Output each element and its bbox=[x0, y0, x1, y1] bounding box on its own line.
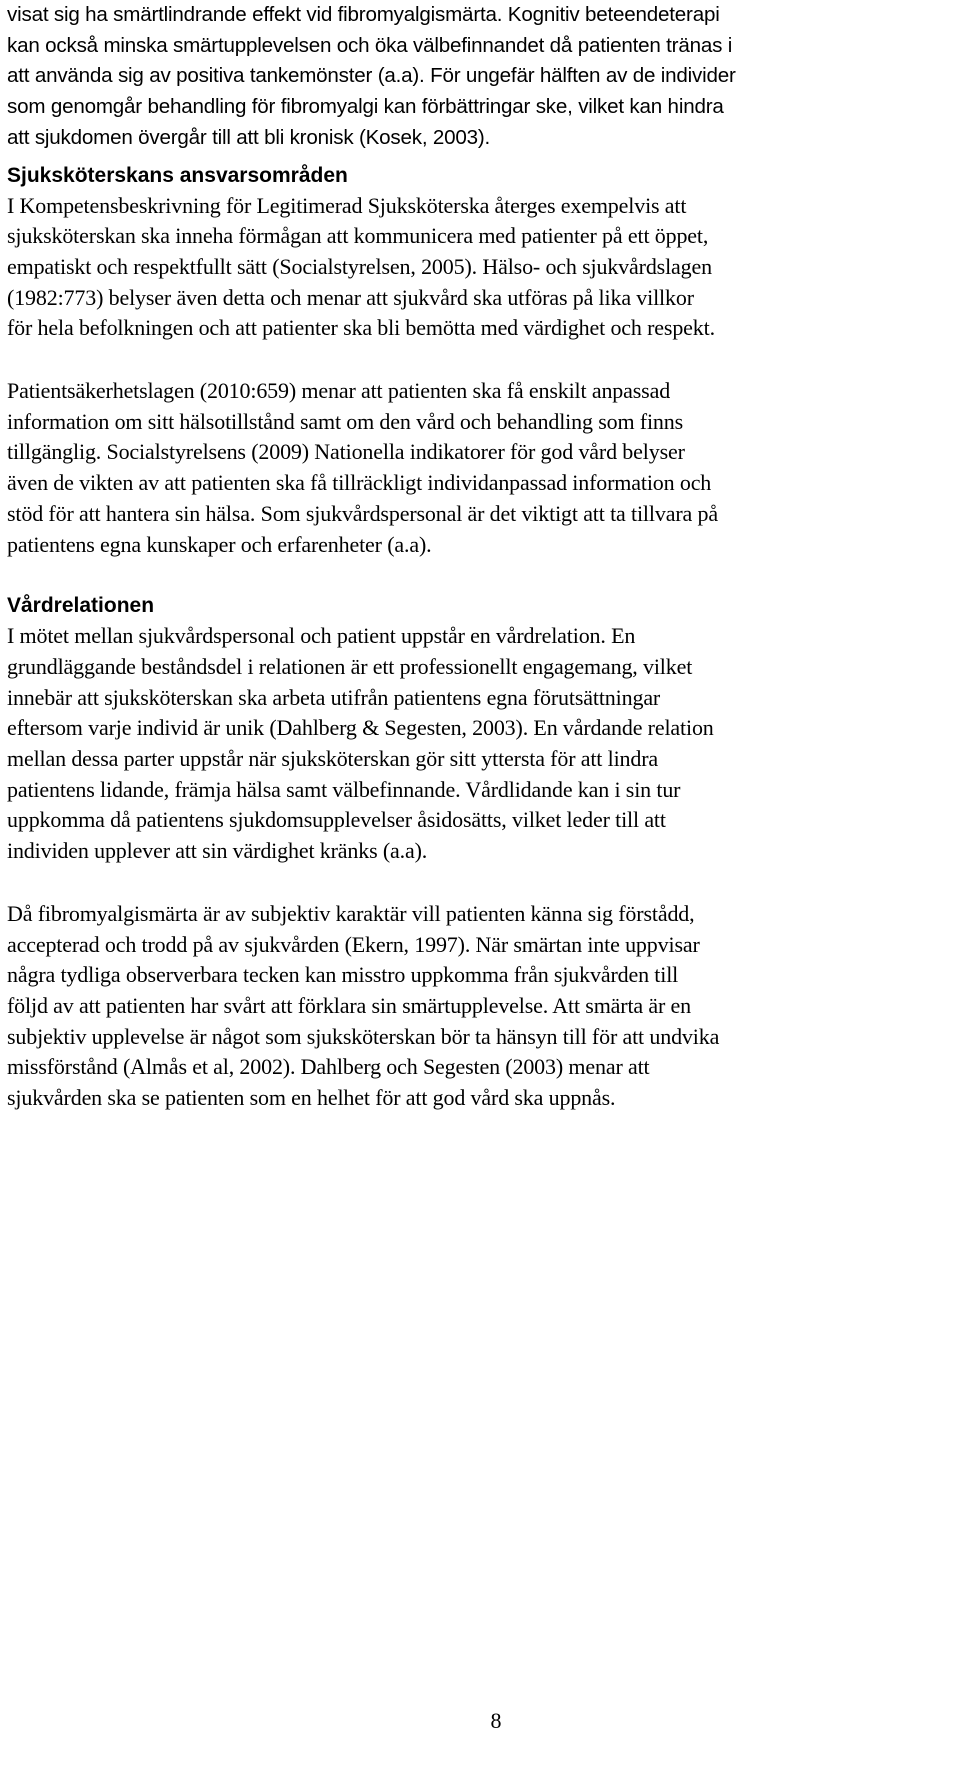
section-heading-sjukskoterskans-ansvarsomraden: Sjuksköterskans ansvarsområden bbox=[7, 163, 348, 187]
text-line: uppkomma då patientens sjukdomsupplevelser åsidosätts, vilket leder till att bbox=[7, 807, 666, 833]
text-line: några tydliga observerbara tecken kan misstro uppkomma från sjukvården till bbox=[7, 962, 679, 988]
page-number: 8 bbox=[490, 1708, 502, 1733]
text-line: subjektiv upplevelse är något som sjuksköterskan bör ta hänsyn till för att undvika bbox=[7, 1023, 720, 1049]
text-line: patientens egna kunskaper och erfarenheter (a.a). bbox=[7, 531, 432, 557]
section1-paragraph-1 bbox=[7, 191, 953, 345]
text-line: I mötet mellan sjukvårdspersonal och patient uppstår en vårdrelation. En bbox=[7, 623, 636, 649]
text-line: patientens lidande, främja hälsa samt välbefinnande. Vårdlidande kan i sin tur bbox=[7, 776, 681, 802]
text-line: eftersom varje individ är unik (Dahlberg & Segesten, 2003). En vårdande relation bbox=[7, 715, 714, 741]
text-line: som genomgår behandling för fibromyalgi kan förbättringar ske, vilket kan hindra bbox=[7, 95, 724, 119]
text-line: innebär att sjuksköterskan ska arbeta utifrån patientens egna förutsättningar bbox=[7, 684, 661, 710]
text-line: sjuksköterskan ska inneha förmågan att kommunicera med patienter på ett öppet, bbox=[7, 223, 709, 249]
section2-paragraph-1 bbox=[7, 621, 953, 867]
text-line: grundläggande beståndsdel i relationen är ett professionellt engagemang, vilket bbox=[7, 653, 693, 679]
section1-paragraph-2 bbox=[7, 376, 953, 560]
text-line: accepterad och trodd på av sjukvården (Ekern, 1997). När smärtan inte uppvisar bbox=[7, 931, 700, 957]
text-line: Patientsäkerhetslagen (2010:659) menar att patienten ska få enskilt anpassad bbox=[7, 378, 671, 404]
text-line: missförstånd (Almås et al, 2002). Dahlberg och Segesten (2003) menar att bbox=[7, 1054, 650, 1080]
text-line: empatiskt och respektfullt sätt (Socialstyrelsen, 2005). Hälso- och sjukvårdslagen bbox=[7, 253, 712, 279]
text-line: individen upplever att sin värdighet kränks (a.a). bbox=[7, 838, 428, 864]
spacer bbox=[7, 867, 953, 899]
text-line: även de vikten av att patienten ska få tillräckligt individanpassad information och bbox=[7, 470, 712, 496]
document-page bbox=[7, 0, 953, 1772]
text-line: kan också minska smärtupplevelsen och öka välbefinnandet då patienten tränas i bbox=[7, 33, 733, 57]
text-line: information om sitt hälsotillstånd samt om den vård och behandling som finns bbox=[7, 408, 684, 434]
intro-paragraph bbox=[7, 0, 953, 154]
section2-paragraph-2 bbox=[7, 899, 953, 1114]
section-heading-vardrelationen: Vårdrelationen bbox=[7, 594, 155, 618]
text-line: att använda sig av positiva tankemönster (a.a). För ungefär hälften av de individer bbox=[7, 64, 736, 88]
text-line: tillgänglig. Socialstyrelsens (2009) Nationella indikatorer för god vård belyser bbox=[7, 439, 685, 465]
text-line: att sjukdomen övergår till att bli kronisk (Kosek, 2003). bbox=[7, 125, 491, 149]
spacer bbox=[7, 560, 953, 591]
spacer bbox=[7, 154, 953, 161]
text-line: mellan dessa parter uppstår när sjuksköterskan gör sitt yttersta för att lindra bbox=[7, 746, 659, 772]
text-line: I Kompetensbeskrivning för Legitimerad Sjuksköterska återges exempelvis att bbox=[7, 192, 687, 218]
text-line: följd av att patienten har svårt att förklara sin smärtupplevelse. Att smärta är en bbox=[7, 992, 691, 1018]
text-line: sjukvården ska se patienten som en helhet för att god vård ska uppnås. bbox=[7, 1085, 616, 1111]
text-line: (1982:773) belyser även detta och menar att sjukvård ska utföras på lika villkor bbox=[7, 284, 694, 310]
text-line: visat sig ha smärtlindrande effekt vid fibromyalgismärta. Kognitiv beteendeterapi bbox=[7, 3, 720, 26]
text-line: för hela befolkningen och att patienter ska bli bemötta med värdighet och respekt. bbox=[7, 315, 715, 341]
text-line: Då fibromyalgismärta är av subjektiv karaktär vill patienten känna sig förstådd, bbox=[7, 900, 695, 926]
spacer bbox=[7, 344, 953, 376]
text-line: stöd för att hantera sin hälsa. Som sjukvårdspersonal är det viktigt att ta tillvara på bbox=[7, 500, 718, 526]
